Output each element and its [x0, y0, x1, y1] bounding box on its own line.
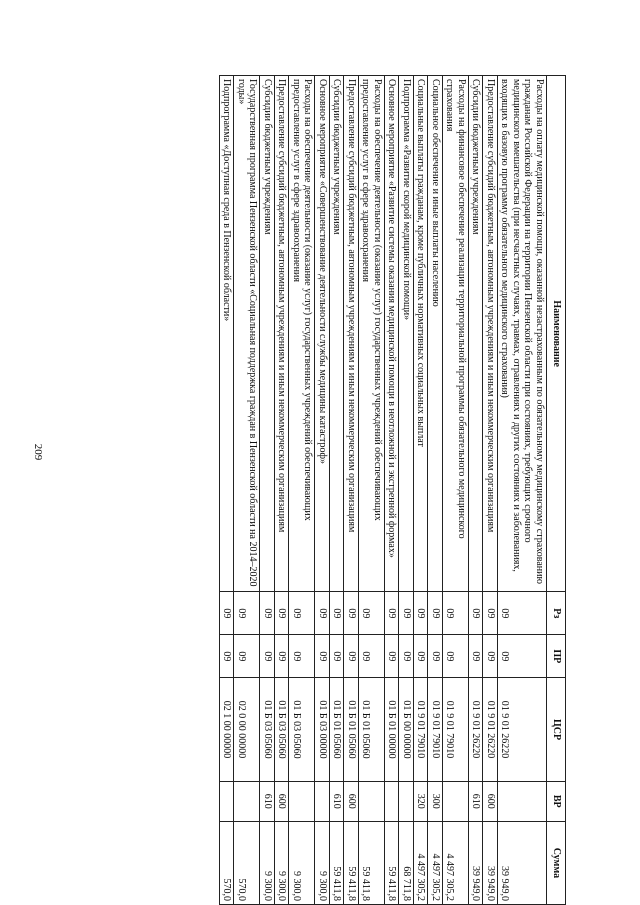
row-name: Предоставление субсидий бюджетным, автономным учреждениям и иным некоммерческим организациям [483, 76, 498, 592]
row-name: Основное мероприятие «Совершенствование деятельности службы медицины катастроф» [315, 76, 330, 592]
row-sum: 570,0 [220, 821, 235, 904]
row-vr: 600 [275, 781, 290, 821]
table-row [330, 76, 345, 905]
row-sum: 59 411,8 [385, 821, 400, 904]
row-rz: 09 [428, 592, 443, 635]
header-rz: Рз [547, 592, 566, 635]
row-rz: 09 [498, 592, 547, 635]
row-rz: 09 [330, 592, 345, 635]
row-sum: 9 300,0 [289, 821, 315, 904]
row-csr: 01 Б 00 00000 [399, 678, 414, 781]
row-rz: 09 [289, 592, 315, 635]
row-rz: 09 [234, 592, 260, 635]
table-row [483, 76, 498, 905]
row-csr: 02 1 00 00000 [220, 678, 235, 781]
row-sum: 68 711,8 [399, 821, 414, 904]
row-csr: 01 Б 01 05060 [359, 678, 385, 781]
table-row [260, 76, 275, 905]
row-sum: 39 949,0 [498, 821, 547, 904]
rotated-table-container [88, 75, 566, 905]
header-name: Наименование [547, 76, 566, 592]
row-pr: 09 [443, 635, 469, 678]
table-row [498, 76, 547, 905]
row-vr: 610 [330, 781, 345, 821]
table-row [469, 76, 484, 905]
row-pr: 09 [234, 635, 260, 678]
row-csr: 01 9 01 26220 [483, 678, 498, 781]
row-vr: 300 [428, 781, 443, 821]
row-sum: 9 300,0 [275, 821, 290, 904]
row-csr: 01 Б 03 05060 [260, 678, 275, 781]
row-pr: 09 [275, 635, 290, 678]
row-sum: 9 300,0 [315, 821, 330, 904]
row-rz: 09 [359, 592, 385, 635]
row-rz: 09 [220, 592, 235, 635]
row-vr: 600 [344, 781, 359, 821]
row-pr: 09 [289, 635, 315, 678]
row-name: Расходы на оплату медицинской помощи, оказанной незастрахованным по обязательному медицинскому страхованию гражданам Российской Федерации на территории Пензенской области при состояниях, требующих срочного медицинского вмешательства (при несчастных случаях, травмах, отравлениях и других состояниях и заболеваниях, входящих в базовую программу обязательного медицинского страхования) [498, 76, 547, 592]
table-row [414, 76, 429, 905]
row-rz: 09 [443, 592, 469, 635]
row-pr: 09 [414, 635, 429, 678]
row-pr: 09 [469, 635, 484, 678]
header-csr: ЦСР [547, 678, 566, 781]
row-sum: 4 497 305,2 [414, 821, 429, 904]
row-csr: 01 Б 03 05060 [275, 678, 290, 781]
row-csr: 01 Б 01 05060 [344, 678, 359, 781]
row-pr: 09 [315, 635, 330, 678]
table-row [399, 76, 414, 905]
row-csr: 01 Б 01 00000 [385, 678, 400, 781]
row-name: Основное мероприятие «Развитие системы оказания медицинской помощи в неотложной и экстренной формах» [385, 76, 400, 592]
table-row [344, 76, 359, 905]
row-vr [399, 781, 414, 821]
row-name: Социальные выплаты гражданам, кроме публичных нормативных социальных выплат [414, 76, 429, 592]
row-name: Субсидии бюджетным учреждениям [330, 76, 345, 592]
row-sum: 4 497 305,2 [428, 821, 443, 904]
row-vr [234, 781, 260, 821]
row-sum: 59 411,8 [359, 821, 385, 904]
row-sum: 4 497 305,2 [443, 821, 469, 904]
table-row [443, 76, 469, 905]
row-vr: 600 [483, 781, 498, 821]
row-rz: 09 [399, 592, 414, 635]
table-header-row [547, 76, 566, 905]
header-vr: ВР [547, 781, 566, 821]
row-name: Расходы на обеспечение деятельности (оказание услуг) государственных учреждений обеспечивающих предоставление услуг в сфере здравоохранения [289, 76, 315, 592]
row-pr: 09 [483, 635, 498, 678]
row-sum: 39 949,0 [469, 821, 484, 904]
row-csr: 01 9 01 79010 [428, 678, 443, 781]
row-csr: 01 9 01 26220 [498, 678, 547, 781]
row-pr: 09 [330, 635, 345, 678]
table-row [289, 76, 315, 905]
row-vr [498, 781, 547, 821]
row-pr: 09 [220, 635, 235, 678]
row-vr [443, 781, 469, 821]
table-row [428, 76, 443, 905]
row-csr: 01 9 01 79010 [414, 678, 429, 781]
row-name: Подпрограмма «Развитие скорой медицинской помощи» [399, 76, 414, 592]
table-row [234, 76, 260, 905]
row-rz: 09 [414, 592, 429, 635]
row-name: Расходы на финансовое обеспечение реализации территориальной программы обязательного медицинского страхования [443, 76, 469, 592]
row-pr: 09 [428, 635, 443, 678]
table-row [275, 76, 290, 905]
row-csr: 01 9 01 26220 [469, 678, 484, 781]
row-rz: 09 [469, 592, 484, 635]
table-row [385, 76, 400, 905]
row-name: Расходы на обеспечение деятельности (оказание услуг) государственных учреждений обеспечивающих предоставление услуг в сфере здравоохранения [359, 76, 385, 592]
row-rz: 09 [260, 592, 275, 635]
row-name: Социальное обеспечение и иные выплаты населению [428, 76, 443, 592]
row-csr: 01 Б 03 00000 [315, 678, 330, 781]
page-number: 209 [32, 443, 44, 461]
row-rz: 09 [483, 592, 498, 635]
row-csr: 02 0 00 00000 [234, 678, 260, 781]
row-name: Субсидии бюджетным учреждениям [469, 76, 484, 592]
row-pr: 09 [344, 635, 359, 678]
row-name: Подпрограмма «Доступная среда в Пензенской области» [220, 76, 235, 592]
row-pr: 09 [498, 635, 547, 678]
row-vr [220, 781, 235, 821]
row-vr [359, 781, 385, 821]
row-name: Предоставление субсидий бюджетным, автономным учреждениям и иным некоммерческим организациям [275, 76, 290, 592]
table-row [315, 76, 330, 905]
row-csr: 01 Б 01 05060 [330, 678, 345, 781]
row-vr: 320 [414, 781, 429, 821]
row-pr: 09 [399, 635, 414, 678]
row-rz: 09 [315, 592, 330, 635]
row-vr [289, 781, 315, 821]
row-sum: 570,0 [234, 821, 260, 904]
row-sum: 39 949,0 [483, 821, 498, 904]
row-sum: 59 411,8 [344, 821, 359, 904]
budget-table [219, 75, 566, 905]
row-rz: 09 [344, 592, 359, 635]
header-sum: Сумма [547, 821, 566, 904]
header-pr: ПР [547, 635, 566, 678]
row-rz: 09 [275, 592, 290, 635]
row-pr: 09 [385, 635, 400, 678]
row-sum: 59 411,8 [330, 821, 345, 904]
row-vr: 610 [260, 781, 275, 821]
row-pr: 09 [260, 635, 275, 678]
table-row [359, 76, 385, 905]
row-name: Предоставление субсидий бюджетным, автономным учреждениям и иным некоммерческим организациям [344, 76, 359, 592]
row-pr: 09 [359, 635, 385, 678]
row-vr: 610 [469, 781, 484, 821]
row-vr [315, 781, 330, 821]
row-vr [385, 781, 400, 821]
table-row [220, 76, 235, 905]
row-csr: 01 9 01 79010 [443, 678, 469, 781]
row-name: Субсидии бюджетным учреждениям [260, 76, 275, 592]
row-rz: 09 [385, 592, 400, 635]
row-name: Государственная программа Пензенской области «Социальная поддержка граждан в Пензенской области на 2014–2020 годы» [234, 76, 260, 592]
row-csr: 01 Б 03 05060 [289, 678, 315, 781]
row-sum: 9 300,0 [260, 821, 275, 904]
